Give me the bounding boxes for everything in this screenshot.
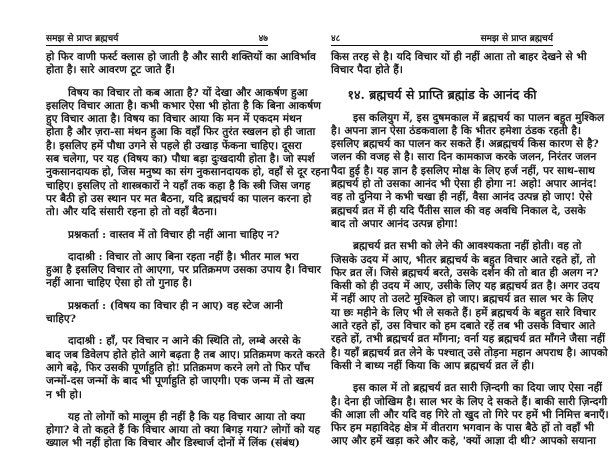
text-line: चाहिए। इसलिए तो शास्त्रकारों ने यहाँ तक कहा है कि स्त्री जिस जगह [46,179,311,192]
text-line: ख्याल भी नहीं होता कि विचार और डिस्चार्ज दोनों में लिंक (संबंध) [46,437,300,450]
speaker-label: प्रश्नकर्ता : [68,299,107,312]
text-line: या छः महीने के लिए भी ले सकते हैं। हमें ब्रह्मचर्य के बहुत सारे विचार [331,306,596,319]
text-line: है। यहाँ ब्रह्मचर्य व्रत लेने के पश्चात् उसे तोड़ना महान अपराध है। आपको [331,346,608,359]
paragraph [46,86,330,220]
speaker-label: प्रश्नकर्ता : [68,228,107,241]
speaker-label: दादाश्री : [68,250,103,263]
page-number: ४८ [331,34,341,44]
text-line: पर बैठी हो उस स्थान पर मत बैठना, यदि ब्रह्मचर्य का पालन करना हो [46,192,312,205]
text-line: फिर व्रत लें। जिसे ब्रह्मचर्य बरते, उसके दर्शन की तो बात ही अलग न? [331,266,599,279]
text-line: नुकसानदायक हो, जिस मनुष्य का संग नुकसानदायक हो, वहाँ से दूर रहना [46,166,330,179]
paragraph [331,382,609,448]
text-line: चाहिए? [46,313,76,326]
paragraph [46,51,316,78]
text-line: आए और हमें खड़ा करे और कहे, 'क्यों आज्ञा दी थी? आपको सयाना [331,435,596,448]
paragraph [331,51,587,78]
text-line: तो। और यदि संसारी रहना हो तो वहाँ बैठना। [46,206,217,219]
line-text: वास्तव में तो विचार ही नहीं आना चाहिए न? [109,228,280,241]
text-line: यह तो लोगों को मालूम ही नहीं है कि यह विचार आया तो क्या [68,410,305,423]
text-line: इस कलियुग में, इस दुषमकाल में ब्रह्मचर्य का पालन बहुत मुश्किल [353,111,605,124]
text-line: होता है और ज़रा-सा मंथन हुआ कि वहाँ फिर तुरंत स्खलन हो ही जाता [46,126,316,139]
text-line: हो फिर वाणी फर्स्ट क्लास हो जाती है और सारी शक्तियों का आविर्भाव [46,51,316,63]
text-line [46,299,283,313]
text-line: किसी को ही उदय में आए, उसीके लिए यह ब्रह्मचर्य व्रत है। अगर उदय [331,280,600,293]
section-heading: १४. ब्रह्मचर्य से प्राप्ति ब्रह्मांड के आनंद की [347,86,537,102]
text-line [46,335,301,348]
paragraph [46,410,321,451]
text-line: वह तो दुनिया ने कभी चखा ही नहीं, वैसा आनंद उत्पन्न हो जाए! ऐसे [331,191,593,204]
page-number: ४७ [258,34,268,44]
text-line: बाद जब डिवेलप होते होते आगे बढ़ता है तब आए। प्रतिक्रमण करते करते [46,348,325,361]
line-text: (विषय का विचार ही न आए) वह स्टेज आनी [109,299,283,312]
text-line [46,228,280,242]
text-line: होगा? वे तो कहते हैं कि विचार आया तो क्या बिगड़ गया? लोगों को यह [46,424,321,437]
running-header [46,33,268,46]
text-line: हुआ है इसलिए विचार तो आएगा, पर प्रतिक्रमण उसका उपाय है। विचार [46,264,322,277]
text-line: में नहीं आए तो उलटे मुश्किल हो जाए। ब्रह्मचर्य व्रत साल भर के लिए [331,293,594,306]
header-title: समझ से प्राप्त ब्रह्मचर्य [480,34,553,44]
text-line: है। अपना ज्ञान ऐसा ठंडकवाला है कि भीतर हमेशा ठंडक रहती है। [331,124,581,137]
text-line: फिर हम महाविदेह क्षेत्र में वीतराग भगवान के पास बैठे हों तो वहाँ भी [331,422,595,435]
text-line: विषय का विचार तो कब आता है? यों देखा और आकर्षण हुआ [68,86,308,99]
paragraph [46,299,283,327]
text-line: इसलिए ब्रह्मचर्य का पालन कर सकते हैं। अब्रह्मचर्य किस कारण से है? [331,138,599,151]
text-line: है। इसलिए हमें पौधा उगने से पहले ही उखाड़ फेंकना चाहिए। दूसरा [46,139,302,152]
text-line: सब चलेगा, पर यह (विषय का) पौधा बड़ा दुःखदायी होता है। जो स्पर्श [46,153,315,166]
text-line: रहते हों, तभी ब्रह्मचर्य व्रत माँगना; वर्ना यह ब्रह्मचर्य व्रत माँगने जैसा नहीं [331,333,606,346]
text-line: किसी ने बाध्य नहीं किया कि आप ब्रह्मचर्य व्रत लें ही। [331,359,535,372]
text-line: इसलिए विचार आता है। कभी कभार ऐसा भी होता है कि बिना आकर्षण [46,99,321,112]
text-line: आते रहते हों, उस विचार को हम दबाते रहें तब भी उसके विचार आते [331,320,596,333]
text-line: इस काल में तो ब्रह्मचर्य व्रत सारी ज़िन्दगी का दिया जाए ऐसा नहीं [353,382,602,395]
text-line: पैदा हुई है। यह ज्ञान है इसलिए मोक्ष के लिए हर्ज नहीं, पर साथ-साथ [331,164,595,177]
running-header [331,33,553,46]
line-text: हाँ, पर विचार न आने की स्थिति तो, लम्बे अरसे के [106,335,301,348]
text-line: हुए विचार आता है। विषय का विचार आया कि मन में एकदम मंथन [46,113,302,126]
text-line: न भी हो। [46,388,82,401]
text-line: ब्रह्मचर्य हो तो उसका आनंद भी ऐसा ही होगा न! अहो! अपार आनंद! [331,178,598,191]
text-line: बाद तो अपार आनंद उत्पन्न होगा! [331,217,459,230]
text-line: जलन की वजह से है। सारा दिन कामकाज करके जलन, निरंतर जलन [331,151,597,164]
text-line: की आज्ञा ली और यदि वह गिरे तो खुद तो गिरे पर हमें भी निमित्त बनाएँ। [331,408,609,421]
text-line: ब्रह्मचर्य व्रत में ही यदि पैंतीस साल की वह अवधि निकाल दे, उसके [331,204,586,217]
left-page [46,33,330,460]
header-title: समझ से प्राप्त ब्रह्मचर्य [46,34,119,44]
speaker-label: दादाश्री : [68,335,103,348]
page-body [331,51,609,449]
text-line: आगे बढ़े, फिर उसकी पूर्णाहुति हो! प्रतिक्रमण करने लगे तो फिर पाँच [46,361,310,374]
text-line: है। देना ही जोखिम है। साल भर के लिए दे सकते हैं। बाकी सारी ज़िन्दगी [331,395,608,408]
page-body [46,51,330,451]
line-text: विचार तो आए बिना रहता नहीं है। भीतर माल भरा [106,250,299,263]
text-line: होता है। सारे आवरण टूट जाते हैं। [46,64,175,77]
right-page [331,33,609,458]
text-line: जन्मों-दस जन्मों के बाद भी पूर्णाहुति हो जाएगी। एक जन्म में तो खत्म [46,375,314,388]
text-line: जिसके उदय में आए, भीतर ब्रह्मचर्य के बहुत विचार आते रहते हों, तो [331,253,596,266]
paragraph [46,250,322,291]
text-line: विचार पैदा होते हैं। [331,64,403,77]
text-line [46,250,299,264]
text-line: ब्रह्मचर्य व्रत सभी को लेने की आवश्यकता नहीं होती। वह तो [353,240,582,253]
paragraph [46,228,280,242]
paragraph [331,111,605,232]
paragraph [46,335,325,401]
text-line: किस तरह से है। यदि विचार यों ही नहीं आता तो बाहर देखने से भी [331,51,587,63]
text-line: नहीं आना चाहिए ऐसा हो तो गुनाह है। [46,277,192,290]
paragraph [331,240,608,373]
